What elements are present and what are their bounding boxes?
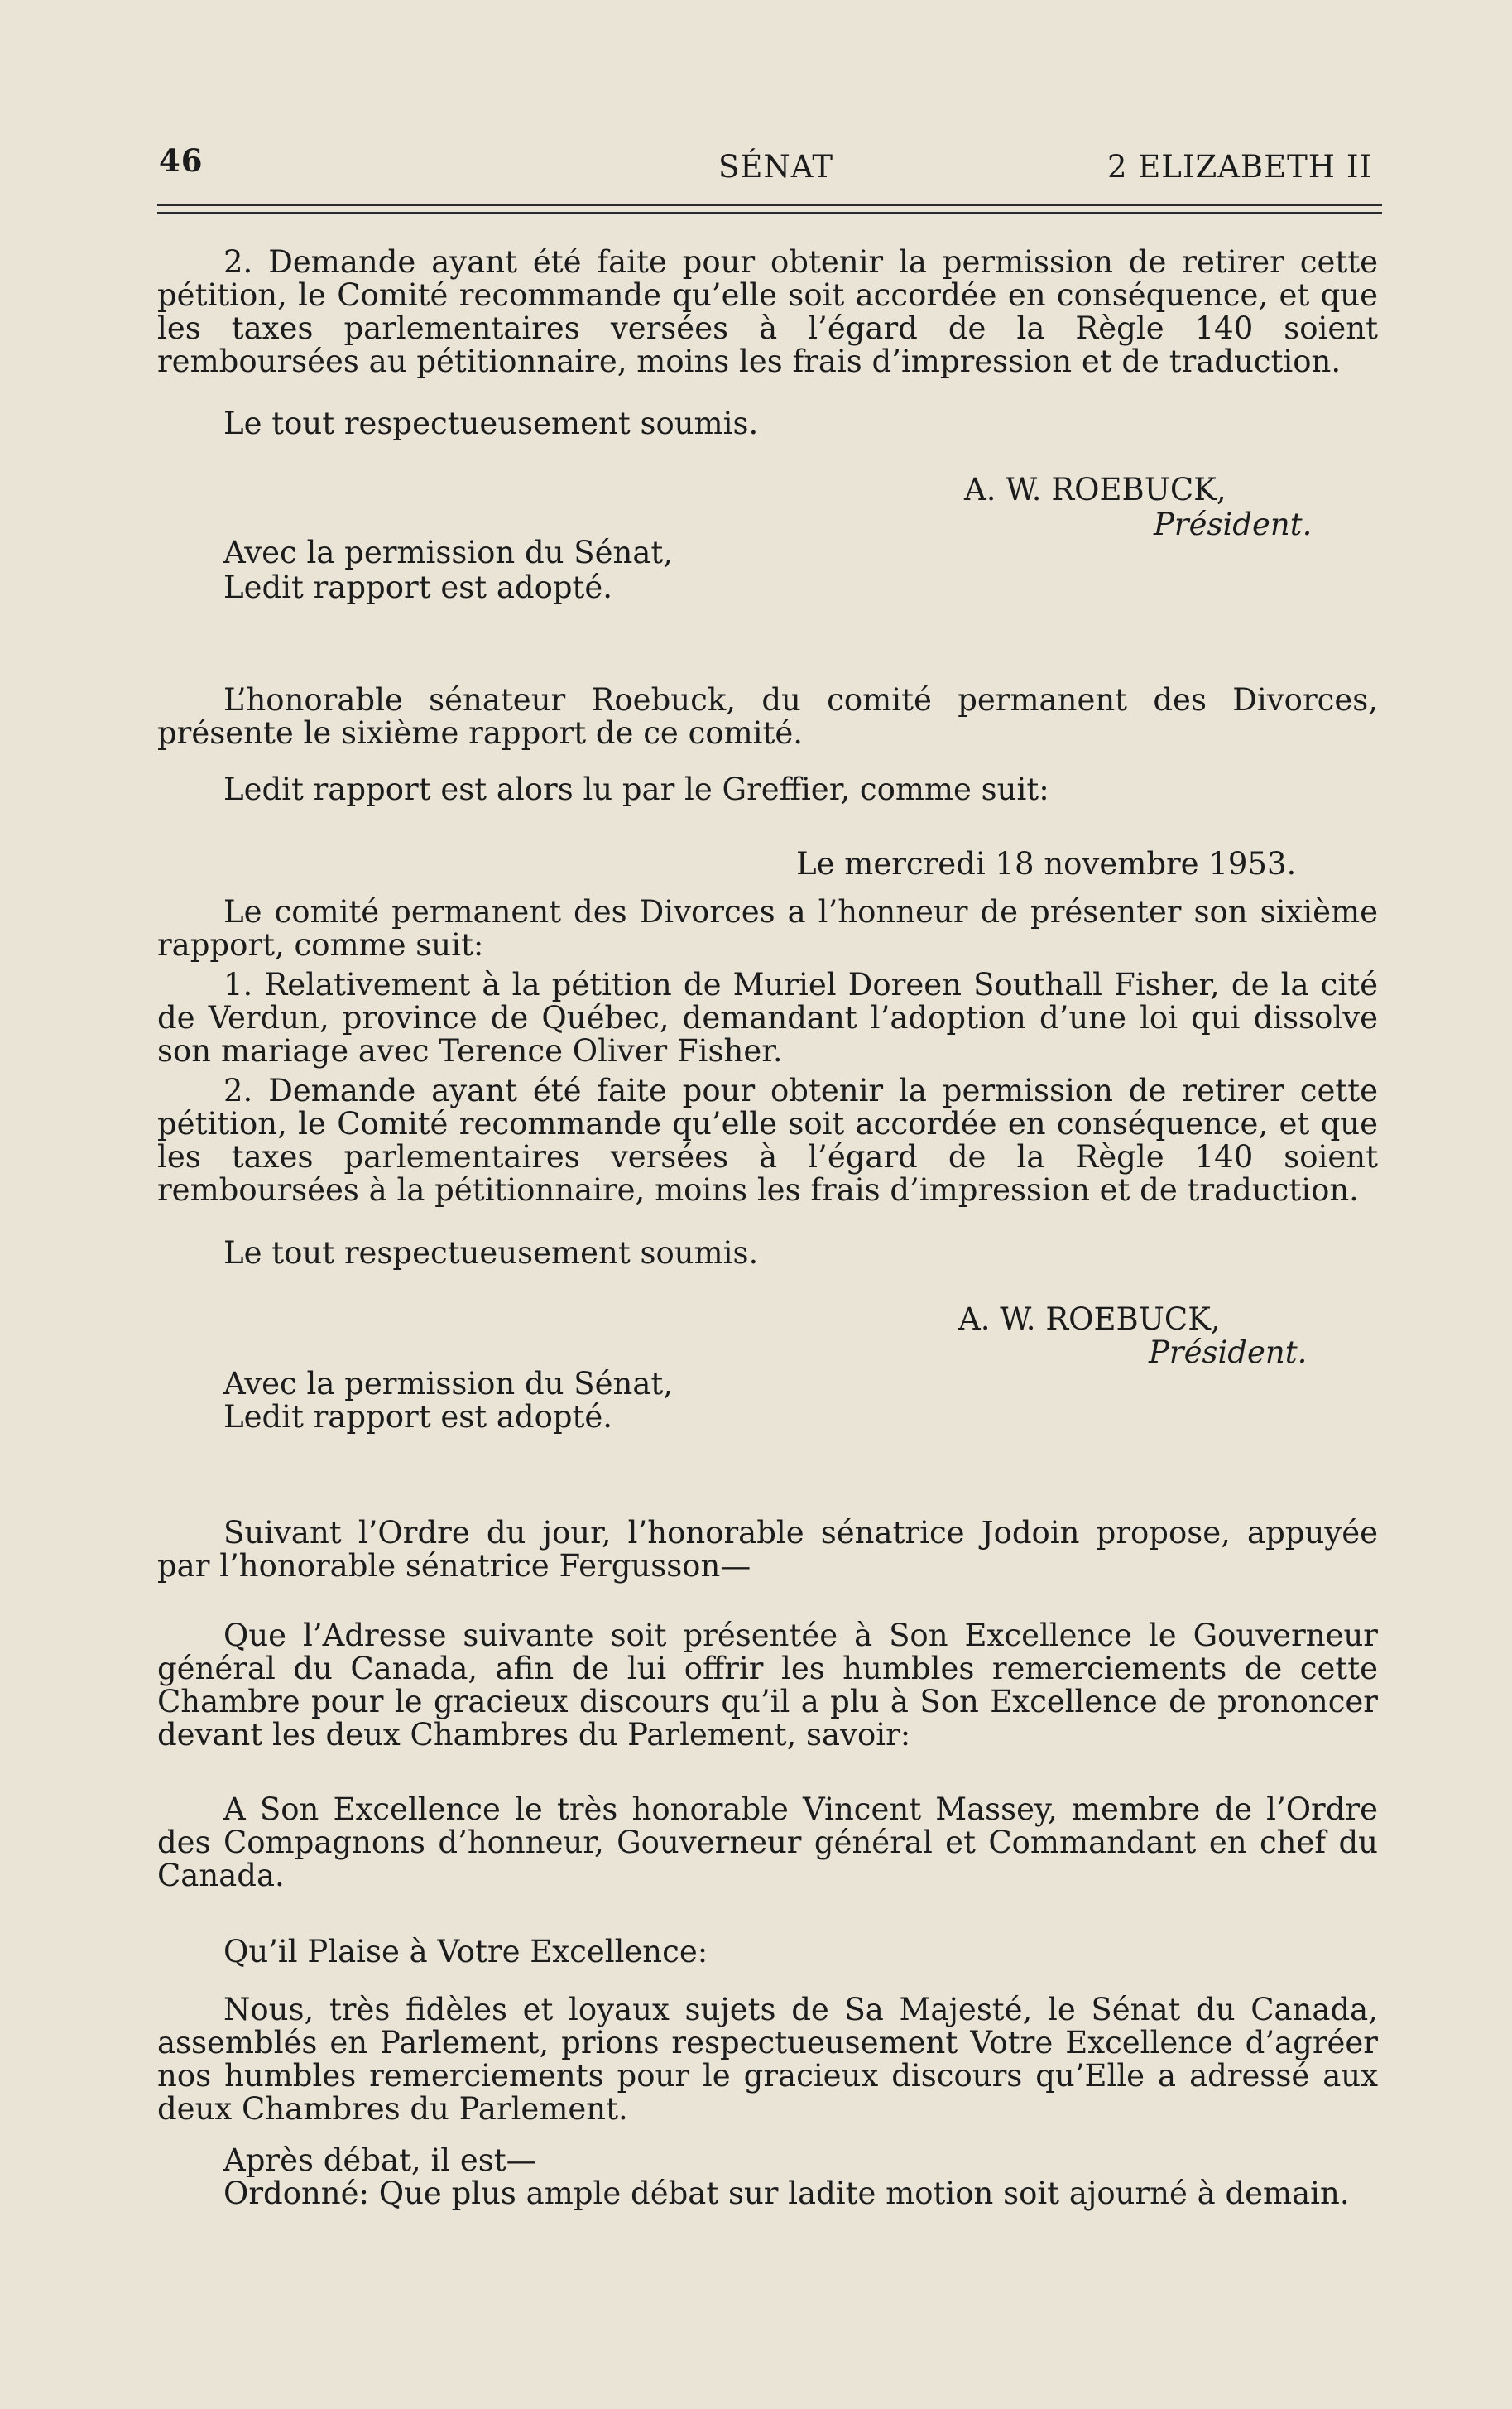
intro-presents (157, 684, 1378, 750)
report2-body (157, 896, 1378, 1207)
report2-adopted: Ledit rapport est adopté. (223, 1399, 613, 1435)
header-rule (157, 212, 1382, 214)
paragraph: L’honorable sénateur Roebuck, du comité permanent des Divorces, présente le sixième rapport de ce comité. (157, 682, 1378, 751)
page-title: SÉNAT (718, 149, 834, 185)
report1-para2 (157, 246, 1378, 378)
address-motion (157, 1517, 1378, 1583)
paragraph: 2. Demande ayant été faite pour obtenir la permission de retirer cette pétition, le Comité recommande qu’elle soit accordée en conséquence, et que les taxes parlementaires versées à l’égard de la Règle 140 soient remboursées à la pétitionnaire, moins les frais d’impression et de traduction. (157, 1073, 1378, 1208)
report2-permission: Avec la permission du Sénat, (223, 1366, 674, 1402)
address-salutation (157, 1793, 1378, 1892)
address-ordered: Ordonné: Que plus ample débat sur ladite motion soit ajourné à demain. (223, 2176, 1350, 2211)
address-resolution (157, 1619, 1378, 1752)
paragraph: Suivant l’Ordre du jour, l’honorable sénatrice Jodoin propose, appuyée par l’honorable sénatrice Fergusson— (157, 1515, 1378, 1584)
address-debate: Après débat, il est— (223, 2142, 537, 2178)
report1-permission: Avec la permission du Sénat, (223, 535, 674, 570)
report2-closing: Le tout respectueusement soumis. (223, 1235, 759, 1271)
report2-signer: A. W. ROEBUCK, (958, 1301, 1221, 1337)
address-plaise: Qu’il Plaise à Votre Excellence: (223, 1934, 708, 1969)
paragraph: 2. Demande ayant été faite pour obtenir la permission de retirer cette pétition, le Comité recommande qu’elle soit accordée en conséquence, et que les taxes parlementaires versées à l’égard de la Règle 140 soient remboursées au pétitionnaire, moins les frais d’impression et de traduction. (157, 244, 1378, 379)
paragraph: A Son Excellence le très honorable Vincent Massey, membre de l’Ordre des Compagnons d’honneur, Gouverneur général et Commandant en chef du Canada. (157, 1791, 1378, 1893)
report1-signer-title: Président. (1154, 507, 1313, 542)
address-text (157, 1993, 1378, 2126)
report-date: Le mercredi 18 novembre 1953. (796, 846, 1297, 882)
intro-read: Ledit rapport est alors lu par le Greffier, comme suit: (223, 772, 1049, 807)
report1-closing: Le tout respectueusement soumis. (223, 406, 759, 441)
report1-adopted: Ledit rapport est adopté. (223, 570, 613, 605)
page-number: 46 (159, 142, 204, 179)
paragraph: 1. Relativement à la pétition de Muriel Doreen Southall Fisher, de la cité de Verdun, province de Québec, demandant l’adoption d’une loi qui dissolve son mariage avec Terence Oliver Fisher. (157, 967, 1378, 1069)
report1-signer: A. W. ROEBUCK, (964, 472, 1226, 507)
paragraph: Nous, très fidèles et loyaux sujets de Sa Majesté, le Sénat du Canada, assemblés en Parlement, prions respectueusement Votre Excellence d’agréer nos humbles remerciements pour le gracieux discours qu’Elle a adressé aux deux Chambres du Parlement. (157, 1992, 1378, 2127)
header-rule (157, 204, 1382, 206)
paragraph: Le comité permanent des Divorces a l’honneur de présenter son sixième rapport, comme suit: (157, 894, 1378, 963)
report2-signer-title: Président. (1149, 1334, 1308, 1370)
paragraph: Que l’Adresse suivante soit présentée à Son Excellence le Gouverneur général du Canada, afin de lui offrir les humbles remerciements de cette Chambre pour le gracieux discours qu’il a plu à Son Excellence de prononcer devant les deux Chambres du Parlement, savoir: (157, 1618, 1378, 1753)
session-label: 2 ELIZABETH II (1107, 149, 1373, 185)
